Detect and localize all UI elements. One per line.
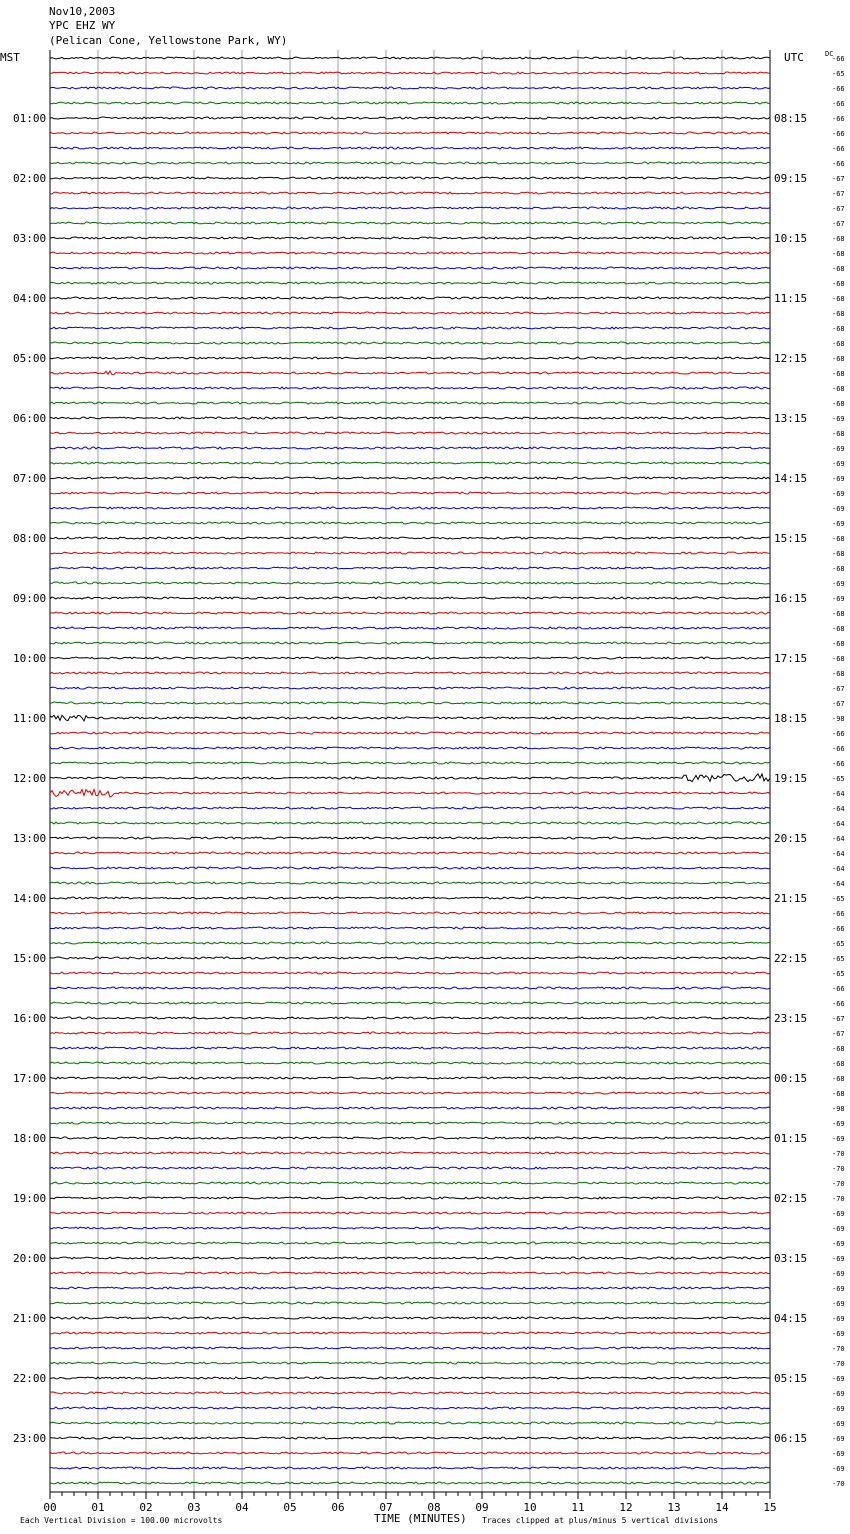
dc-offset-value: -68 <box>832 670 845 678</box>
mst-hour-label: 19:00 <box>13 1192 47 1205</box>
dc-offset-value: -68 <box>832 1060 845 1068</box>
left-timezone-label: MST <box>0 51 20 64</box>
dc-offset-value: -70 <box>832 1360 845 1368</box>
dc-offset-value: -67 <box>832 220 845 228</box>
dc-offset-value: -65 <box>832 775 845 783</box>
seismic-trace <box>50 192 770 194</box>
dc-offset-value: -68 <box>832 625 845 633</box>
seismic-trace <box>50 774 770 782</box>
dc-offset-value: -66 <box>832 985 845 993</box>
seismic-trace <box>50 237 770 239</box>
utc-hour-label: 21:15 <box>774 892 808 905</box>
seismic-trace <box>50 147 770 149</box>
mst-hour-label: 10:00 <box>13 652 47 665</box>
utc-hour-label: 16:15 <box>774 592 808 605</box>
seismic-trace <box>50 942 770 944</box>
seismic-trace <box>50 597 770 599</box>
seismic-trace <box>50 371 770 375</box>
seismic-trace <box>50 987 770 989</box>
dc-offset-value: -64 <box>832 880 845 888</box>
seismic-trace <box>50 1122 770 1124</box>
x-tick-label: 00 <box>43 1501 57 1514</box>
mst-hour-label: 16:00 <box>13 1012 47 1025</box>
mst-hour-label: 11:00 <box>13 712 47 725</box>
dc-offset-value: -70 <box>832 1480 845 1488</box>
utc-hour-label: 22:15 <box>774 952 808 965</box>
dc-offset-value: -69 <box>832 1255 845 1263</box>
utc-hour-label: 08:15 <box>774 112 808 125</box>
utc-hour-label: 17:15 <box>774 652 808 665</box>
dc-offset-value: -69 <box>832 1240 845 1248</box>
seismic-trace <box>50 715 770 721</box>
seismic-trace <box>50 357 770 359</box>
seismic-trace <box>50 387 770 389</box>
seismic-trace <box>50 1032 770 1034</box>
seismic-trace <box>50 1422 770 1424</box>
mst-hour-label: 21:00 <box>13 1312 47 1325</box>
seismic-trace <box>50 1137 770 1139</box>
dc-offset-value: -69 <box>832 490 845 498</box>
seismic-trace <box>50 252 770 254</box>
mst-hour-label: 12:00 <box>13 772 47 785</box>
seismic-trace <box>50 822 770 824</box>
dc-offset-value: -69 <box>832 1375 845 1383</box>
dc-offset-value: -68 <box>832 370 845 378</box>
seismic-trace <box>50 702 770 704</box>
seismic-trace <box>50 162 770 164</box>
dc-offset-value: -69 <box>832 1210 845 1218</box>
mst-hour-label: 07:00 <box>13 472 47 485</box>
seismic-trace <box>50 102 770 104</box>
dc-offset-label: DC <box>825 50 834 58</box>
seismic-trace <box>50 882 770 884</box>
station-location: (Pelican Cone, Yellowstone Park, WY) <box>49 34 288 47</box>
seismic-trace <box>50 1272 770 1274</box>
utc-hour-label: 23:15 <box>774 1012 808 1025</box>
x-tick-label: 04 <box>235 1501 249 1514</box>
dc-offset-value: -66 <box>832 745 845 753</box>
mst-hour-label: 02:00 <box>13 172 47 185</box>
dc-offset-value: -68 <box>832 610 845 618</box>
utc-hour-label: 06:15 <box>774 1432 808 1445</box>
dc-offset-value: -69 <box>832 1450 845 1458</box>
dc-offset-value: -68 <box>832 640 845 648</box>
dc-offset-value: -68 <box>832 385 845 393</box>
utc-hour-label: 03:15 <box>774 1252 808 1265</box>
mst-hour-label: 05:00 <box>13 352 47 365</box>
dc-offset-value: -65 <box>832 895 845 903</box>
dc-offset-value: -64 <box>832 835 845 843</box>
mst-hour-label: 15:00 <box>13 952 47 965</box>
seismic-trace <box>50 627 770 629</box>
seismic-trace <box>50 1317 770 1319</box>
dc-offset-value: -69 <box>832 1120 845 1128</box>
seismic-trace <box>50 537 770 539</box>
dc-offset-value: -65 <box>832 955 845 963</box>
mst-hour-label: 06:00 <box>13 412 47 425</box>
seismic-trace <box>50 1467 770 1469</box>
seismic-trace <box>50 1407 770 1409</box>
dc-offset-value: -68 <box>832 250 845 258</box>
dc-offset-value: -69 <box>832 1270 845 1278</box>
utc-hour-label: 20:15 <box>774 832 808 845</box>
utc-hour-label: 10:15 <box>774 232 808 245</box>
mst-hour-label: 03:00 <box>13 232 47 245</box>
dc-offset-value: -64 <box>832 820 845 828</box>
dc-offset-value: -64 <box>832 865 845 873</box>
seismic-trace <box>50 462 770 464</box>
seismic-trace <box>50 732 770 734</box>
dc-offset-value: -69 <box>832 1420 845 1428</box>
seismic-trace <box>50 790 770 798</box>
mst-hour-label: 18:00 <box>13 1132 47 1145</box>
mst-hour-label: 23:00 <box>13 1432 47 1445</box>
dc-offset-value: -64 <box>832 850 845 858</box>
x-tick-label: 06 <box>331 1501 345 1514</box>
seismic-trace <box>50 522 770 524</box>
dc-offset-value: -70 <box>832 1195 845 1203</box>
seismic-trace <box>50 447 770 449</box>
seismic-trace <box>50 1452 770 1454</box>
seismic-trace <box>50 1287 770 1289</box>
dc-offset-value: -69 <box>832 1285 845 1293</box>
mst-hour-label: 20:00 <box>13 1252 47 1265</box>
dc-offset-value: -66 <box>832 925 845 933</box>
dc-offset-value: -66 <box>832 100 845 108</box>
dc-offset-value: -65 <box>832 970 845 978</box>
dc-offset-value: -67 <box>832 1015 845 1023</box>
dc-offset-value: -65 <box>832 70 845 78</box>
x-tick-label: 08 <box>427 1501 441 1514</box>
utc-hour-label: 15:15 <box>774 532 808 545</box>
dc-offset-value: -67 <box>832 190 845 198</box>
mst-hour-label: 09:00 <box>13 592 47 605</box>
seismic-trace <box>50 507 770 509</box>
clipping-note: Traces clipped at plus/minus 5 vertical divisions <box>482 1516 719 1525</box>
seismic-trace <box>50 492 770 494</box>
seismic-trace <box>50 897 770 899</box>
seismic-trace <box>50 1107 770 1109</box>
dc-offset-value: -68 <box>832 430 845 438</box>
dc-offset-value: -68 <box>832 565 845 573</box>
dc-offset-value: -69 <box>832 460 845 468</box>
seismic-trace <box>50 762 770 764</box>
seismic-trace <box>50 417 770 419</box>
utc-hour-label: 01:15 <box>774 1132 808 1145</box>
dc-offset-value: -69 <box>832 1435 845 1443</box>
utc-hour-label: 00:15 <box>774 1072 808 1085</box>
seismic-trace <box>50 1062 770 1064</box>
seismic-trace <box>50 87 770 89</box>
seismic-trace <box>50 612 770 614</box>
seismic-trace <box>50 1377 770 1379</box>
seismic-trace <box>50 642 770 644</box>
seismic-trace <box>50 852 770 854</box>
seismic-trace <box>50 912 770 914</box>
right-timezone-label: UTC <box>784 51 804 64</box>
mst-hour-label: 01:00 <box>13 112 47 125</box>
dc-offset-value: -68 <box>832 325 845 333</box>
seismic-trace <box>50 402 770 404</box>
dc-offset-value: -68 <box>832 355 845 363</box>
dc-offset-value: -70 <box>832 1150 845 1158</box>
dc-offset-value: -68 <box>832 340 845 348</box>
dc-offset-value: -69 <box>832 1330 845 1338</box>
dc-offset-value: -68 <box>832 280 845 288</box>
dc-offset-value: -69 <box>832 1135 845 1143</box>
mst-hour-label: 22:00 <box>13 1372 47 1385</box>
x-tick-label: 01 <box>91 1501 105 1514</box>
seismic-trace <box>50 672 770 674</box>
seismic-trace <box>50 1347 770 1349</box>
seismic-trace <box>50 747 770 749</box>
dc-offset-value: -68 <box>832 1090 845 1098</box>
dc-offset-value: -64 <box>832 790 845 798</box>
utc-hour-label: 12:15 <box>774 352 808 365</box>
dc-offset-value: -65 <box>832 940 845 948</box>
seismic-trace <box>50 432 770 434</box>
dc-offset-value: -67 <box>832 685 845 693</box>
seismic-trace <box>50 267 770 269</box>
dc-offset-value: -66 <box>832 115 845 123</box>
dc-offset-value: -69 <box>832 1300 845 1308</box>
dc-offset-value: -69 <box>832 520 845 528</box>
seismic-trace <box>50 657 770 659</box>
dc-offset-value: -70 <box>832 1165 845 1173</box>
dc-offset-value: -68 <box>832 1075 845 1083</box>
seismic-trace <box>50 1167 770 1169</box>
dc-offset-value: -68 <box>832 655 845 663</box>
seismic-trace <box>50 222 770 224</box>
x-tick-label: 03 <box>187 1501 201 1514</box>
seismic-trace <box>50 1302 770 1304</box>
dc-offset-value: -69 <box>832 595 845 603</box>
dc-offset-value: -98 <box>832 715 845 723</box>
dc-offset-value: -69 <box>832 445 845 453</box>
utc-hour-label: 11:15 <box>774 292 808 305</box>
seismic-trace <box>50 867 770 869</box>
seismic-trace <box>50 837 770 839</box>
record-date: Nov10,2003 <box>49 5 116 18</box>
seismic-trace <box>50 1197 770 1199</box>
dc-offset-value: -66 <box>832 910 845 918</box>
utc-hour-label: 04:15 <box>774 1312 808 1325</box>
dc-offset-value: -69 <box>832 580 845 588</box>
seismic-trace <box>50 1437 770 1439</box>
dc-offset-value: -66 <box>832 145 845 153</box>
seismic-traces <box>50 57 770 1484</box>
dc-offset-value: -68 <box>832 550 845 558</box>
mst-hour-label: 08:00 <box>13 532 47 545</box>
dc-offset-value: -68 <box>832 265 845 273</box>
dc-offset-value: -70 <box>832 1345 845 1353</box>
x-tick-label: 10 <box>523 1501 537 1514</box>
seismic-trace <box>50 1182 770 1184</box>
x-tick-label: 11 <box>571 1501 585 1514</box>
utc-hour-label: 19:15 <box>774 772 808 785</box>
seismic-trace <box>50 132 770 134</box>
seismic-trace <box>50 282 770 284</box>
seismic-trace <box>50 1257 770 1259</box>
dc-offset-value: -69 <box>832 1315 845 1323</box>
dc-offset-value: -69 <box>832 1465 845 1473</box>
dc-offset-value: -66 <box>832 730 845 738</box>
dc-offset-value: -67 <box>832 205 845 213</box>
seismic-trace <box>50 117 770 119</box>
seismic-trace <box>50 72 770 74</box>
dc-offset-value: -64 <box>832 805 845 813</box>
x-tick-label: 09 <box>475 1501 489 1514</box>
seismic-trace <box>50 1332 770 1334</box>
x-tick-label: 05 <box>283 1501 297 1514</box>
seismic-trace <box>50 207 770 209</box>
station-code: YPC EHZ WY <box>49 19 116 32</box>
dc-offset-value: -68 <box>832 400 845 408</box>
seismic-trace <box>50 312 770 314</box>
seismic-trace <box>50 1152 770 1154</box>
seismic-trace <box>50 1017 770 1019</box>
x-tick-label: 07 <box>379 1501 393 1514</box>
seismic-trace <box>50 297 770 299</box>
mst-hour-label: 14:00 <box>13 892 47 905</box>
seismic-trace <box>50 1362 770 1364</box>
dc-offset-value: -98 <box>832 1105 845 1113</box>
seismic-trace <box>50 687 770 689</box>
axis-labels <box>13 55 845 1514</box>
x-tick-label: 02 <box>139 1501 153 1514</box>
seismic-trace <box>50 552 770 554</box>
utc-hour-label: 05:15 <box>774 1372 808 1385</box>
dc-offset-value: -69 <box>832 415 845 423</box>
dc-offset-value: -67 <box>832 175 845 183</box>
dc-offset-value: -68 <box>832 1045 845 1053</box>
mst-hour-label: 13:00 <box>13 832 47 845</box>
vertical-division-note: Each Vertical Division = 100.00 microvolts <box>20 1516 223 1525</box>
seismic-trace <box>50 327 770 329</box>
dc-offset-value: -66 <box>832 55 845 63</box>
seismic-trace <box>50 1047 770 1049</box>
utc-hour-label: 09:15 <box>774 172 808 185</box>
mst-hour-label: 17:00 <box>13 1072 47 1085</box>
dc-offset-value: -66 <box>832 130 845 138</box>
x-tick-label: 13 <box>667 1501 681 1514</box>
dc-offset-value: -69 <box>832 1390 845 1398</box>
seismic-trace <box>50 1392 770 1394</box>
utc-hour-label: 13:15 <box>774 412 808 425</box>
seismic-trace <box>50 177 770 179</box>
seismic-trace <box>50 1002 770 1004</box>
seismic-trace <box>50 1092 770 1094</box>
dc-offset-value: -68 <box>832 295 845 303</box>
utc-hour-label: 18:15 <box>774 712 808 725</box>
seismic-trace <box>50 1077 770 1079</box>
x-tick-label: 15 <box>763 1501 777 1514</box>
seismic-trace <box>50 957 770 959</box>
seismic-trace <box>50 1212 770 1214</box>
seismic-trace <box>50 927 770 929</box>
dc-offset-value: -66 <box>832 160 845 168</box>
dc-offset-value: -69 <box>832 1405 845 1413</box>
seismic-trace <box>50 972 770 974</box>
dc-offset-value: -68 <box>832 310 845 318</box>
x-tick-label: 12 <box>619 1501 633 1514</box>
seismic-trace <box>50 567 770 569</box>
seismic-trace <box>50 1227 770 1229</box>
dc-offset-value: -69 <box>832 1225 845 1233</box>
dc-offset-value: -69 <box>832 505 845 513</box>
x-tick-label: 14 <box>715 1501 729 1514</box>
dc-offset-value: -66 <box>832 85 845 93</box>
dc-offset-value: -70 <box>832 1180 845 1188</box>
seismic-trace <box>50 582 770 584</box>
dc-offset-value: -67 <box>832 700 845 708</box>
seismic-trace <box>50 342 770 344</box>
dc-offset-value: -66 <box>832 1000 845 1008</box>
seismic-trace <box>50 477 770 479</box>
utc-hour-label: 14:15 <box>774 472 808 485</box>
seismic-trace <box>50 57 770 59</box>
x-axis-title: TIME (MINUTES) <box>374 1512 467 1525</box>
seismic-trace <box>50 1482 770 1484</box>
seismic-trace <box>50 807 770 809</box>
dc-offset-value: -68 <box>832 235 845 243</box>
seismic-trace <box>50 1242 770 1244</box>
mst-hour-label: 04:00 <box>13 292 47 305</box>
utc-hour-label: 02:15 <box>774 1192 808 1205</box>
dc-offset-value: -66 <box>832 760 845 768</box>
dc-offset-value: -69 <box>832 475 845 483</box>
dc-offset-value: -68 <box>832 535 845 543</box>
dc-offset-value: -67 <box>832 1030 845 1038</box>
